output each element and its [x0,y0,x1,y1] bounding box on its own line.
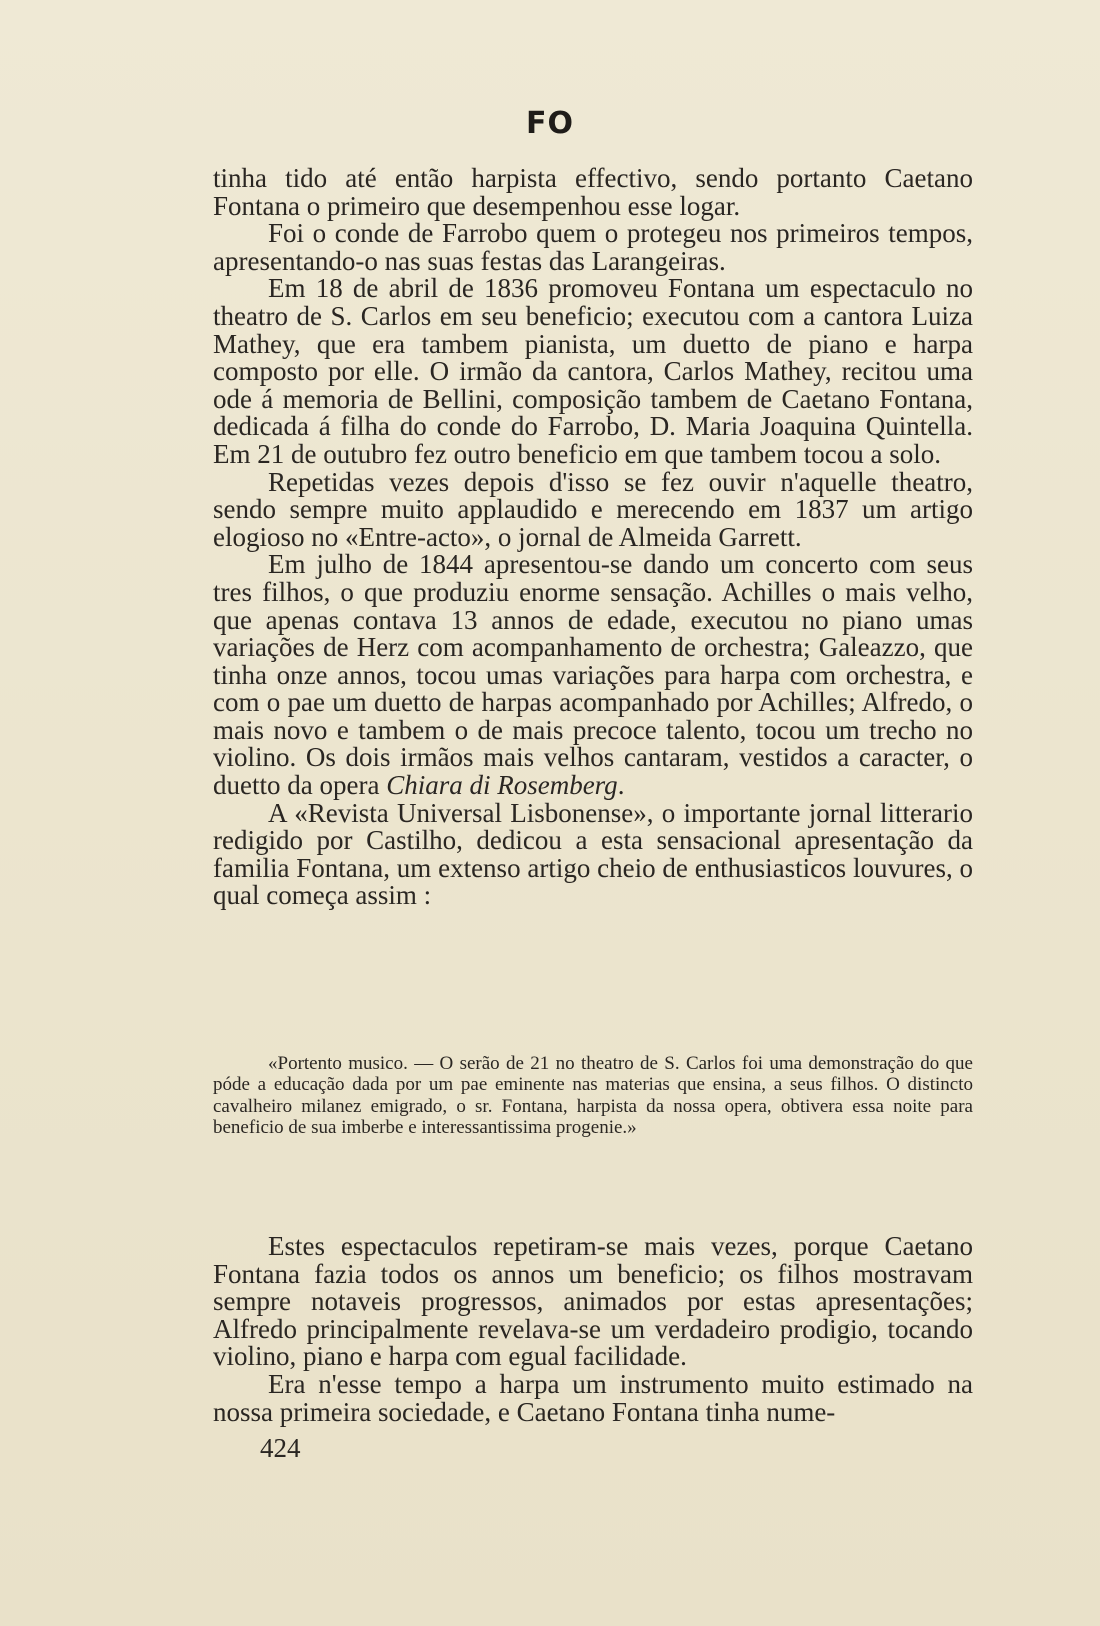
paragraph: A «Revista Universal Lisbonense», o importante jornal litterario redigido por Castilho, dedicou a esta sensacional apresentação da familia Fontana, um extenso artigo cheio de enthusiasticos louvures, o qual começa assim : [213,797,973,911]
paragraph: tinha tido até então harpista effectivo, sendo portanto Caetano Fontana o primeiro que desempenhou esse logar. [213,163,973,221]
paragraph-with-title [213,551,973,799]
paragraph: Foi o conde de Farrobo quem o protegeu nos primeiros tempos, apresentando-o nas suas festas das Larangeiras. [213,218,973,276]
paragraph-text: Em julho de 1844 apresentou-se dando um concerto com seus tres filhos, o que produziu enorme sensação. Achilles o mais velho, que apenas contava 13 annos de edade, executou no piano umas variações de Herz com acompanhamento de orchestra; Galeazzo, que tinha onze annos, tocou umas variações para harpa com orchestra, e com o pae um duetto de harpas acompanhado por Achilles; Alfredo, o mais novo e tambem o de mais precoce talento, tocou um trecho no violino. Os dois irmãos mais velhos cantaram, vestidos a caracter, o duetto da opera [213,549,973,801]
paragraph: Repetidas vezes depois d'isso se fez ouvir n'aquelle theatro, sendo sempre muito applaudido e merecendo em 1837 um artigo elogioso no «Entre-acto», o jornal de Almeida Garrett. [213,466,973,552]
paragraph: Em 18 de abril de 1836 promoveu Fontana um espectaculo no theatro de S. Carlos em seu beneficio; executou com a cantora Luiza Mathey, que era tambem pianista, um duetto de piano e harpa composto por elle. O irmão da cantora, Carlos Mathey, recitou uma ode á memoria de Bellini, composição tambem de Caetano Fontana, dedicada á filha do conde do Farrobo, D. Maria Joaquina Quintella. Em 21 de outubro fez outro beneficio em que tambem tocou a solo. [213,273,973,469]
text-block-top [213,165,973,910]
running-head: FO [526,106,574,141]
page-number: 424 [260,1433,301,1463]
paragraph: Era n'esse tempo a harpa um instrumento muito estimado na nossa primeira sociedade, e Caetano Fontana tinha nume- [213,1368,973,1427]
opera-title: Chiara di Rosemberg [386,770,618,801]
paragraph: Estes espectaculos repetiram-se mais vezes, porque Caetano Fontana fazia todos os annos um beneficio; os filhos mostravam sempre notaveis progressos, animados por estas apresentações; Alfredo principalmente revelava-se um verdadeiro prodigio, tocando violino, piano e harpa com egual facilidade. [213,1231,973,1372]
text-block-bottom [213,1233,973,1426]
block-quote: «Portento musico. — O serão de 21 no theatro de S. Carlos foi uma demonstração do que póde a educação dada por um pae eminente nas materias que ensina, a seus filhos. O distincto cavalheiro milanez emigrado, o sr. Fontana, harpista da nossa opera, obtivera essa noite para beneficio de sua imberbe e interessantissima progenie.» [213,1053,973,1138]
period: . [617,770,625,801]
